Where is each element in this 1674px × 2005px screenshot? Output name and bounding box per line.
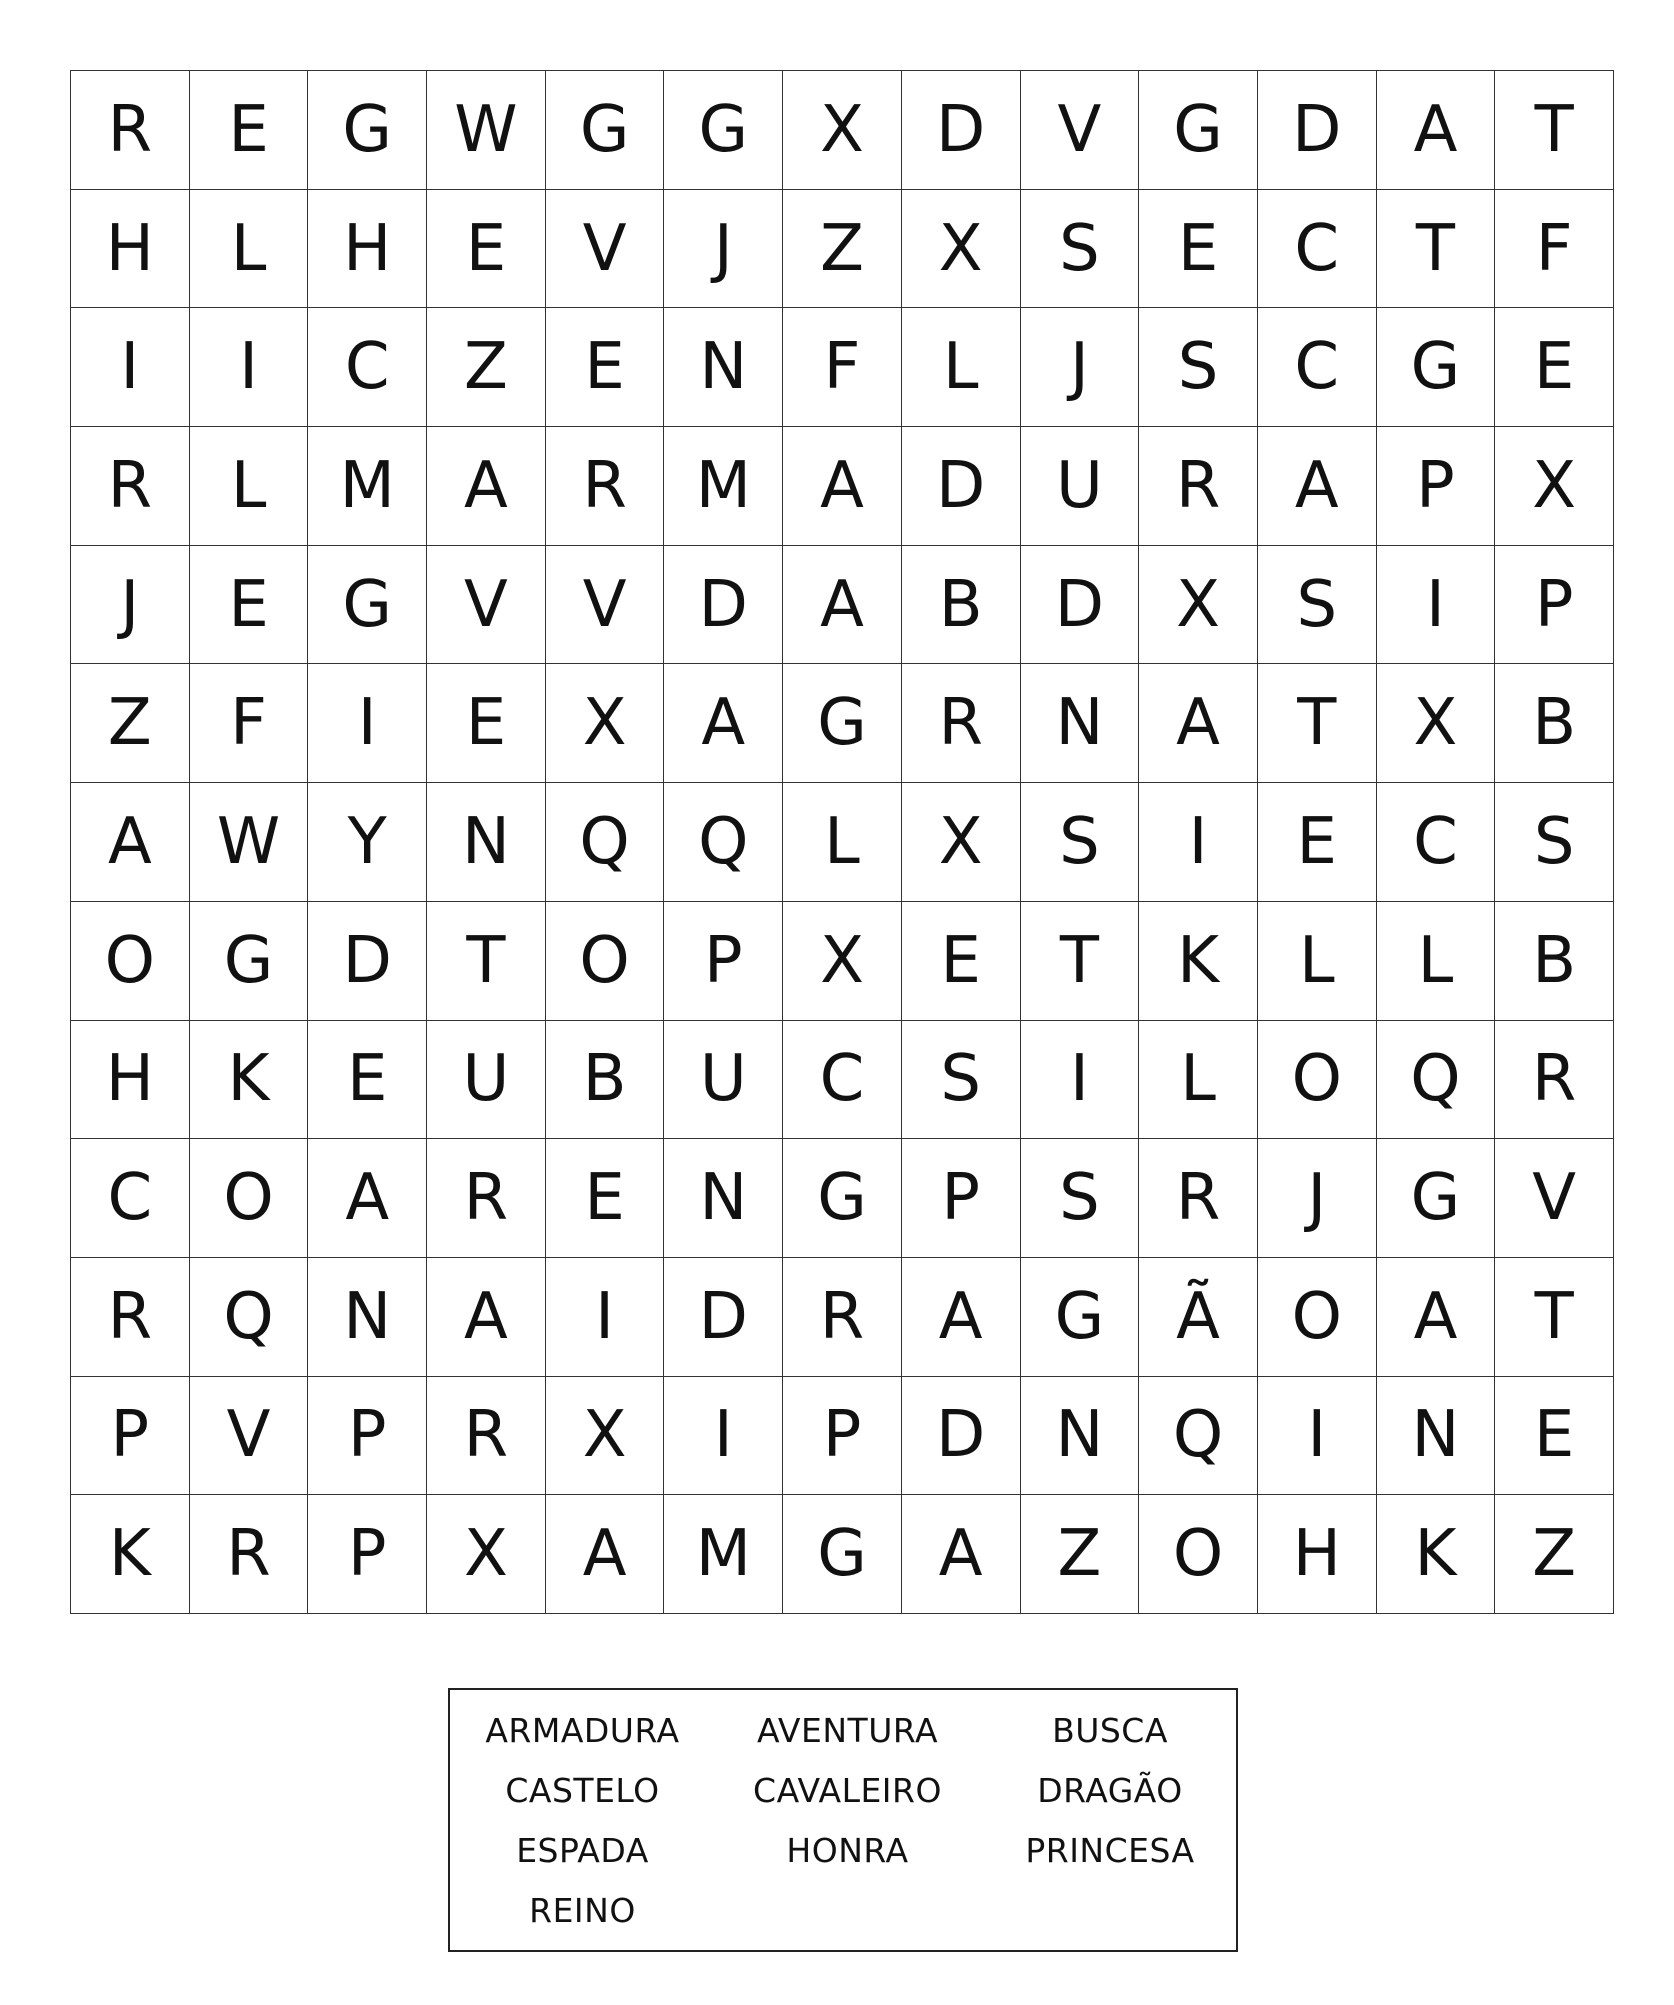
grid-cell[interactable]: G — [546, 71, 665, 190]
grid-cell[interactable]: C — [783, 1021, 902, 1140]
grid-cell[interactable]: X — [546, 664, 665, 783]
grid-cell[interactable]: L — [1139, 1021, 1258, 1140]
word-bank — [448, 1688, 1238, 1952]
grid-cell[interactable]: J — [71, 546, 190, 665]
grid-cell[interactable]: L — [1377, 902, 1496, 1021]
grid-cell[interactable]: O — [1139, 1495, 1258, 1614]
grid-cell[interactable]: J — [664, 190, 783, 309]
grid-cell[interactable]: I — [71, 308, 190, 427]
grid-cell[interactable]: T — [427, 902, 546, 1021]
grid-cell[interactable]: G — [664, 71, 783, 190]
grid-cell[interactable]: L — [190, 427, 309, 546]
grid-cell[interactable]: D — [1021, 546, 1140, 665]
grid-cell[interactable]: I — [1021, 1021, 1140, 1140]
grid-cell[interactable]: U — [427, 1021, 546, 1140]
word-bank-item: REINO — [529, 1890, 636, 1930]
grid-cell[interactable]: G — [1139, 71, 1258, 190]
grid-cell[interactable]: B — [902, 546, 1021, 665]
grid-cell[interactable]: N — [1021, 664, 1140, 783]
grid-cell[interactable]: A — [427, 1258, 546, 1377]
grid-cell[interactable]: O — [71, 902, 190, 1021]
grid-cell[interactable]: Q — [664, 783, 783, 902]
grid-cell[interactable]: X — [783, 71, 902, 190]
grid-cell[interactable]: N — [427, 783, 546, 902]
grid-cell[interactable]: E — [427, 190, 546, 309]
grid-cell[interactable]: K — [1139, 902, 1258, 1021]
grid-cell[interactable]: I — [1258, 1377, 1377, 1496]
grid-cell[interactable]: I — [1139, 783, 1258, 902]
grid-cell[interactable]: Y — [308, 783, 427, 902]
grid-cell[interactable]: H — [308, 190, 427, 309]
grid-cell[interactable]: T — [1377, 190, 1496, 309]
word-bank-item: AVENTURA — [756, 1710, 939, 1750]
grid-cell[interactable]: Z — [427, 308, 546, 427]
grid-cell[interactable]: R — [546, 427, 665, 546]
grid-cell[interactable]: G — [1377, 308, 1496, 427]
word-bank-item: PRINCESA — [1025, 1830, 1195, 1870]
grid-cell[interactable]: R — [71, 1258, 190, 1377]
grid-cell[interactable]: R — [1139, 1139, 1258, 1258]
grid-cell[interactable]: H — [71, 190, 190, 309]
grid-cell[interactable]: M — [664, 427, 783, 546]
grid-cell[interactable]: O — [546, 902, 665, 1021]
grid-cell[interactable]: E — [546, 308, 665, 427]
word-bank-item: BUSCA — [1052, 1710, 1168, 1750]
grid-cell[interactable]: G — [1021, 1258, 1140, 1377]
grid-cell[interactable]: S — [1021, 1139, 1140, 1258]
grid-cell[interactable]: T — [1495, 71, 1614, 190]
grid-cell[interactable]: N — [1021, 1377, 1140, 1496]
grid-cell[interactable]: K — [190, 1021, 309, 1140]
grid-cell[interactable]: C — [308, 308, 427, 427]
grid-cell[interactable]: X — [1139, 546, 1258, 665]
grid-cell[interactable]: P — [71, 1377, 190, 1496]
grid-cell[interactable]: X — [1495, 427, 1614, 546]
grid-cell[interactable]: P — [1495, 546, 1614, 665]
grid-cell[interactable]: B — [1495, 902, 1614, 1021]
grid-cell[interactable]: I — [1377, 546, 1496, 665]
grid-cell[interactable]: R — [1495, 1021, 1614, 1140]
grid-cell[interactable]: S — [902, 1021, 1021, 1140]
grid-cell[interactable]: G — [1377, 1139, 1496, 1258]
grid-cell[interactable]: E — [1495, 308, 1614, 427]
grid-cell[interactable]: D — [664, 1258, 783, 1377]
grid-cell[interactable]: G — [783, 1139, 902, 1258]
grid-cell[interactable]: R — [783, 1258, 902, 1377]
grid-cell[interactable]: R — [427, 1377, 546, 1496]
grid-cell[interactable]: I — [664, 1377, 783, 1496]
grid-cell[interactable]: A — [664, 664, 783, 783]
grid-cell[interactable]: V — [427, 546, 546, 665]
grid-cell[interactable]: V — [190, 1377, 309, 1496]
grid-cell[interactable]: L — [783, 783, 902, 902]
grid-cell[interactable]: L — [1258, 902, 1377, 1021]
grid-cell[interactable]: Z — [783, 190, 902, 309]
grid-cell[interactable]: P — [308, 1377, 427, 1496]
grid-cell[interactable]: G — [190, 902, 309, 1021]
word-bank-item: ARMADURA — [485, 1710, 680, 1750]
grid-cell[interactable]: Q — [546, 783, 665, 902]
grid-cell[interactable]: L — [190, 190, 309, 309]
grid-cell[interactable]: D — [902, 427, 1021, 546]
grid-cell[interactable]: J — [1258, 1139, 1377, 1258]
grid-cell[interactable]: G — [783, 1495, 902, 1614]
grid-cell[interactable]: E — [190, 71, 309, 190]
grid-cell[interactable]: A — [783, 546, 902, 665]
grid-cell[interactable]: E — [427, 664, 546, 783]
grid-cell[interactable]: A — [1377, 1258, 1496, 1377]
grid-cell[interactable]: A — [308, 1139, 427, 1258]
grid-cell[interactable]: S — [1495, 783, 1614, 902]
grid-cell[interactable]: B — [546, 1021, 665, 1140]
grid-cell[interactable]: A — [546, 1495, 665, 1614]
grid-cell[interactable]: N — [664, 308, 783, 427]
grid-cell[interactable]: N — [664, 1139, 783, 1258]
grid-cell[interactable]: I — [546, 1258, 665, 1377]
grid-cell[interactable]: R — [190, 1495, 309, 1614]
grid-cell[interactable]: M — [308, 427, 427, 546]
grid-cell[interactable]: G — [308, 71, 427, 190]
grid-cell[interactable]: F — [783, 308, 902, 427]
grid-cell[interactable]: D — [902, 1377, 1021, 1496]
grid-cell[interactable]: V — [1021, 71, 1140, 190]
grid-cell[interactable]: P — [902, 1139, 1021, 1258]
grid-cell[interactable]: M — [664, 1495, 783, 1614]
grid-cell[interactable]: Q — [1139, 1377, 1258, 1496]
grid-cell[interactable]: F — [190, 664, 309, 783]
grid-cell[interactable]: V — [546, 190, 665, 309]
grid-cell[interactable]: G — [308, 546, 427, 665]
grid-cell[interactable]: N — [1377, 1377, 1496, 1496]
grid-cell[interactable]: Q — [190, 1258, 309, 1377]
grid-cell[interactable]: O — [1258, 1258, 1377, 1377]
grid-cell[interactable]: X — [902, 190, 1021, 309]
grid-cell[interactable]: C — [1258, 190, 1377, 309]
word-bank-item: HONRA — [786, 1830, 909, 1870]
grid-cell[interactable]: G — [783, 664, 902, 783]
grid-cell[interactable]: R — [1139, 427, 1258, 546]
grid-cell[interactable]: W — [427, 71, 546, 190]
grid-cell[interactable]: A — [427, 427, 546, 546]
grid-cell[interactable]: L — [902, 308, 1021, 427]
grid-cell[interactable]: R — [902, 664, 1021, 783]
grid-cell[interactable]: P — [1377, 427, 1496, 546]
grid-cell[interactable]: P — [308, 1495, 427, 1614]
word-bank-item: CASTELO — [505, 1770, 660, 1810]
grid-cell[interactable]: D — [664, 546, 783, 665]
grid-cell[interactable]: T — [1495, 1258, 1614, 1377]
grid-cell[interactable]: S — [1021, 783, 1140, 902]
grid-cell[interactable]: Q — [1377, 1021, 1496, 1140]
grid-cell[interactable]: O — [1258, 1021, 1377, 1140]
grid-cell[interactable]: U — [1021, 427, 1140, 546]
grid-cell[interactable]: Ã — [1139, 1258, 1258, 1377]
grid-cell[interactable]: S — [1139, 308, 1258, 427]
grid-cell[interactable]: W — [190, 783, 309, 902]
grid-cell[interactable]: B — [1495, 664, 1614, 783]
grid-cell[interactable]: Z — [1495, 1495, 1614, 1614]
grid-cell[interactable]: R — [71, 71, 190, 190]
grid-cell[interactable]: E — [1139, 190, 1258, 309]
grid-cell[interactable]: I — [308, 664, 427, 783]
grid-cell[interactable]: T — [1258, 664, 1377, 783]
grid-cell[interactable]: A — [1377, 71, 1496, 190]
grid-cell[interactable]: A — [902, 1258, 1021, 1377]
grid-cell[interactable]: E — [190, 546, 309, 665]
grid-cell[interactable]: H — [71, 1021, 190, 1140]
grid-cell[interactable]: A — [783, 427, 902, 546]
grid-cell[interactable]: U — [664, 1021, 783, 1140]
grid-cell[interactable]: X — [902, 783, 1021, 902]
grid-cell[interactable]: I — [190, 308, 309, 427]
grid-cell[interactable]: K — [1377, 1495, 1496, 1614]
grid-cell[interactable]: C — [71, 1139, 190, 1258]
grid-cell[interactable]: V — [1495, 1139, 1614, 1258]
grid-cell[interactable]: C — [1377, 783, 1496, 902]
grid-cell[interactable]: X — [427, 1495, 546, 1614]
letter-grid — [70, 70, 1614, 1614]
grid-cell[interactable]: E — [546, 1139, 665, 1258]
grid-cell[interactable]: E — [902, 902, 1021, 1021]
grid-cell[interactable]: X — [783, 902, 902, 1021]
grid-cell[interactable]: S — [1021, 190, 1140, 309]
word-bank-item: CAVALEIRO — [753, 1770, 942, 1810]
grid-cell[interactable]: R — [71, 427, 190, 546]
grid-cell[interactable]: V — [546, 546, 665, 665]
grid-cell[interactable]: D — [308, 902, 427, 1021]
grid-cell[interactable]: J — [1021, 308, 1140, 427]
grid-cell[interactable]: O — [190, 1139, 309, 1258]
grid-cell[interactable]: E — [308, 1021, 427, 1140]
grid-cell[interactable]: X — [1377, 664, 1496, 783]
grid-cell[interactable]: P — [783, 1377, 902, 1496]
grid-cell[interactable]: T — [1021, 902, 1140, 1021]
grid-cell[interactable]: X — [546, 1377, 665, 1496]
grid-cell[interactable]: N — [308, 1258, 427, 1377]
grid-cell[interactable]: R — [427, 1139, 546, 1258]
grid-cell[interactable]: Z — [1021, 1495, 1140, 1614]
word-bank-item: DRAGÃO — [1037, 1770, 1183, 1810]
grid-cell[interactable]: A — [71, 783, 190, 902]
grid-cell[interactable]: P — [664, 902, 783, 1021]
grid-cell[interactable]: K — [71, 1495, 190, 1614]
grid-cell[interactable]: A — [1139, 664, 1258, 783]
grid-cell[interactable]: S — [1258, 546, 1377, 665]
grid-cell[interactable]: F — [1495, 190, 1614, 309]
grid-cell[interactable]: H — [1258, 1495, 1377, 1614]
word-bank-item: ESPADA — [516, 1830, 649, 1870]
grid-cell[interactable]: E — [1258, 783, 1377, 902]
grid-cell[interactable]: C — [1258, 308, 1377, 427]
grid-cell[interactable]: A — [902, 1495, 1021, 1614]
grid-cell[interactable]: D — [1258, 71, 1377, 190]
grid-cell[interactable]: D — [902, 71, 1021, 190]
grid-cell[interactable]: Z — [71, 664, 190, 783]
grid-cell[interactable]: A — [1258, 427, 1377, 546]
grid-cell[interactable]: E — [1495, 1377, 1614, 1496]
